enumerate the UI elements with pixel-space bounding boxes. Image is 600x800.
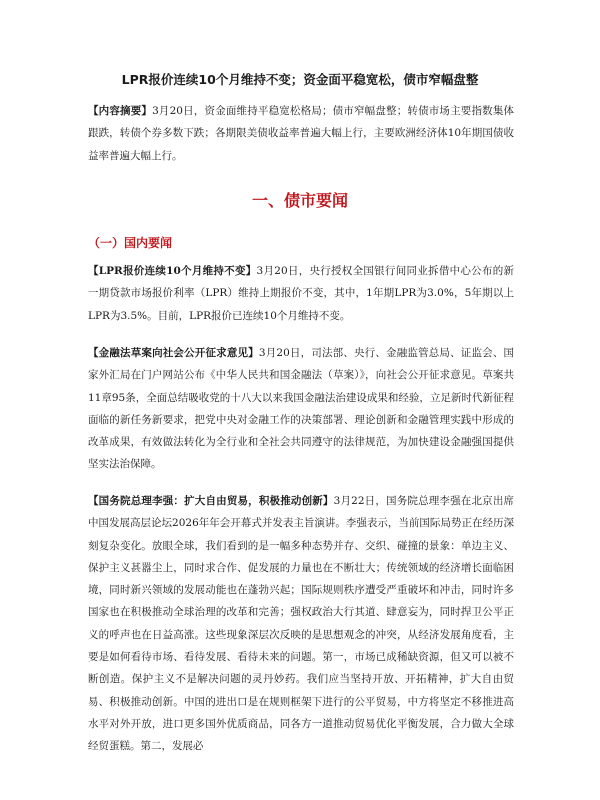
news-item-lead: 【国务院总理李强：扩大自由贸易，积极推动创新】 [88, 495, 334, 507]
summary-text: 3月20日，资金面维持平稳宽松格局；债市窄幅盘整；转债市场主要指数集体跟跌，转债个券多数下跌；各期限美债收益率普遍大幅上行，主要欧洲经济体10年期国债收益率普遍大幅上行。 [88, 105, 515, 162]
news-item-text: 3月20日，司法部、央行、金融监管总局、证监会、国家外汇局在门户网站公布《中华人民共和国金融法（草案）》，向社会公开征求意见。草案共11章95条，全面总结吸收党的十八大以来我国金融法治建设成果和经验，立足新时代新征程面临的新任务新要求，把党中央对金融工作的决策部署、理论创新和金融管理实践中形成的改革成果，有效做法转化为全行业和全社会共同遵守的法律规范，为加快建设金融强国提供坚实法治保障。 [88, 347, 515, 471]
summary-paragraph [88, 100, 514, 167]
news-item-text: 3月20日，央行授权全国银行间同业拆借中心公布的新一期贷款市场报价利率（LPR）维持上期报价不变，其中，1年期LPR为3.0%，5年期以上LPR为3.5%。目前，LPR报价已连续10个月维持不变。 [88, 265, 514, 322]
summary-lead: 【内容摘要】 [88, 105, 153, 117]
document-title: LPR报价连续10个月维持不变；资金面平稳宽松，债市窄幅盘整 [121, 72, 479, 87]
section-heading: 一、债市要闻 [251, 191, 348, 210]
news-item-premier-speech [88, 490, 514, 758]
news-item-finance-law [88, 342, 514, 476]
subsection-heading: （一）国内要闻 [88, 236, 173, 250]
news-item-lead: 【金融法草案向社会公开征求意见】 [88, 347, 259, 359]
news-item-text: 3月22日，国务院总理李强在北京出席中国发展高层论坛2026年年会开幕式并发表主旨演讲。李强表示，当前国际局势正在经历深刻复杂变化。放眼全球，我们看到的是一幅多种态势并存、交织、碰撞的景象：单边主义、保护主义甚嚣尘上，同时求合作、促发展的力量也在不断壮大；传统领域的经济增长面临困境，同时新兴领域的发展动能也在蓬勃兴起；国际规则秩序遭受严重破坏和冲击，同时许多国家也在积极推动全球治理的改革和完善；强权政治大行其道、肆意妄为，同时捍卫公平正义的呼声也在日益高涨。这些现象深层次反映的是思想观念的冲突，从经济发展角度看，主要是如何看待市场、看待发展、看待未来的问题。第一，市场已成稀缺资源，但又可以被不断创造。保护主义不是解决问题的灵丹妙药。我们应当坚持开放、开拓精神，扩大自由贸易、积极推动创新。中国的进出口是在规则框架下进行的公平贸易，中方将坚定不移推进高水平对外开放，进口更多国外优质商品，同各方一道推动贸易优化平衡发展，合力做大全球经贸蛋糕。第二，发展必 [88, 495, 515, 753]
news-item-lead: 【LPR报价连续10个月维持不变】 [88, 265, 257, 277]
news-item-lpr [88, 260, 514, 327]
